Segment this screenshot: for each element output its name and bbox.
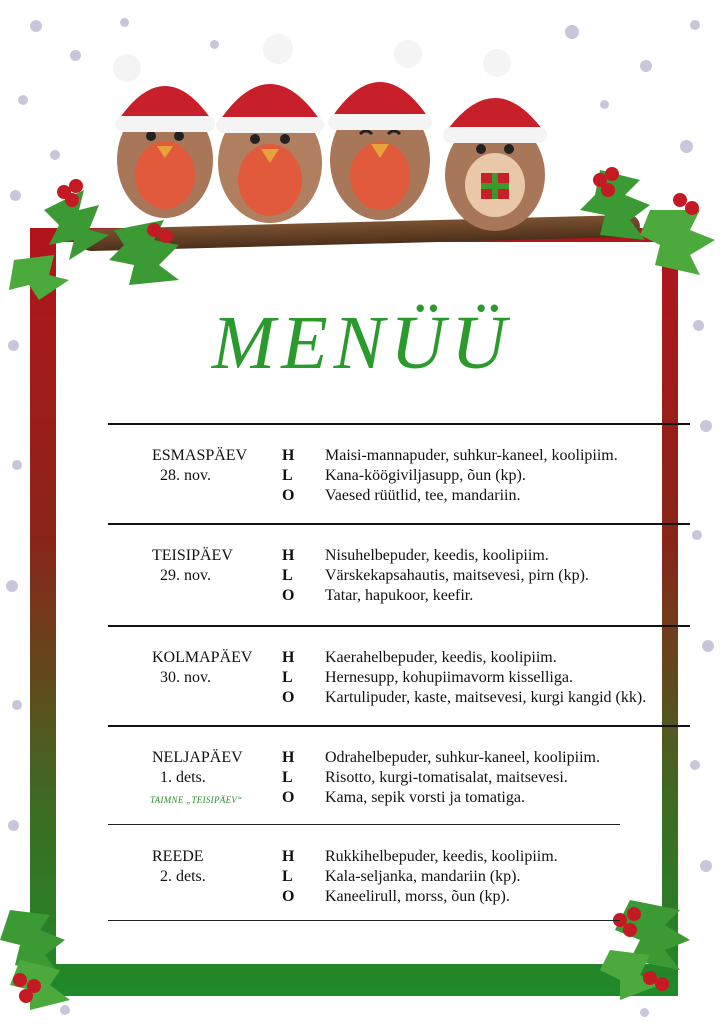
meal-dish: Kana-köögiviljasupp, õun (kp).	[325, 467, 526, 484]
snow-dot	[700, 860, 712, 872]
meal-dish: Maisi-mannapuder, suhkur-kaneel, koolipiim.	[325, 447, 618, 464]
meal-dish: Risotto, kurgi-tomatisalat, maitsevesi.	[325, 769, 568, 786]
day-name: KOLMAPÄEV	[152, 649, 253, 666]
snow-dot	[50, 150, 60, 160]
meal-dish: Värskekapsahautis, maitsevesi, pirn (kp).	[325, 567, 589, 584]
meal-letter: H	[282, 649, 295, 666]
meal-dish: Rukkihelbepuder, keedis, koolipiim.	[325, 848, 558, 865]
divider	[108, 625, 690, 627]
day-date: 28. nov.	[160, 467, 211, 484]
meal-letter: H	[282, 848, 295, 865]
meal-letter: H	[282, 547, 295, 564]
meal-dish: Kaerahelbepuder, keedis, koolipiim.	[325, 649, 557, 666]
divider	[108, 824, 620, 825]
snow-dot	[692, 530, 702, 540]
meal-dish: Kama, sepik vorsti ja tomatiga.	[325, 789, 525, 806]
meal-letter: L	[282, 567, 293, 584]
day-date: 2. dets.	[160, 868, 206, 885]
page-title: MENÜÜ	[211, 301, 513, 385]
meal-dish: Tatar, hapukoor, keefir.	[325, 587, 474, 604]
meal-letter: H	[282, 447, 295, 464]
meal-letter: O	[282, 789, 295, 806]
snow-dot	[12, 460, 22, 470]
meal-letter: O	[282, 587, 295, 604]
meal-dish: Hernesupp, kohupiimavorm kisselliga.	[325, 669, 573, 686]
day-name: NELJAPÄEV	[152, 749, 243, 766]
snow-dot	[70, 50, 81, 61]
meal-letter: O	[282, 888, 295, 905]
snow-dot	[600, 100, 609, 109]
snow-dot	[702, 640, 714, 652]
snow-dot	[700, 420, 712, 432]
meal-dish: Kartulipuder, kaste, maitsevesi, kurgi kangid (kk).	[325, 689, 647, 706]
holly-bottom-right-icon	[590, 890, 724, 1020]
day-date: 29. nov.	[160, 567, 211, 584]
meal-dish: Nisuhelbepuder, keedis, koolipiim.	[325, 547, 549, 564]
meal-letter: L	[282, 669, 293, 686]
meal-dish: Vaesed rüütlid, tee, mandariin.	[325, 487, 521, 504]
holly-top-right-icon	[570, 150, 724, 300]
meal-letter: O	[282, 689, 295, 706]
snow-dot	[12, 700, 22, 710]
meal-letter: L	[282, 769, 293, 786]
divider	[108, 920, 620, 921]
snow-dot	[30, 20, 42, 32]
snow-dot	[6, 580, 18, 592]
snow-dot	[690, 20, 700, 30]
meal-dish: Kaneelirull, morss, õun (kp).	[325, 888, 510, 905]
day-name: TEISIPÄEV	[152, 547, 233, 564]
meal-letter: L	[282, 868, 293, 885]
snow-dot	[640, 60, 652, 72]
divider	[108, 725, 690, 727]
day-date: 1. dets.	[160, 769, 206, 786]
meal-dish: Odrahelbepuder, suhkur-kaneel, koolipiim.	[325, 749, 600, 766]
meal-letter: L	[282, 467, 293, 484]
snow-dot	[690, 760, 700, 770]
divider	[108, 523, 690, 525]
holly-bottom-left-icon	[0, 890, 110, 1020]
snow-dot	[18, 95, 28, 105]
divider	[108, 423, 690, 425]
day-date: 30. nov.	[160, 669, 211, 686]
day-name: ESMASPÄEV	[152, 447, 248, 464]
day-note: TAIMNE „TEISIPÄEV“	[150, 795, 243, 805]
meal-letter: H	[282, 749, 295, 766]
day-name: REEDE	[152, 848, 204, 865]
meal-letter: O	[282, 487, 295, 504]
meal-dish: Kala-seljanka, mandariin (kp).	[325, 868, 521, 885]
holly-top-left-icon	[4, 170, 224, 320]
snow-dot	[8, 820, 19, 831]
